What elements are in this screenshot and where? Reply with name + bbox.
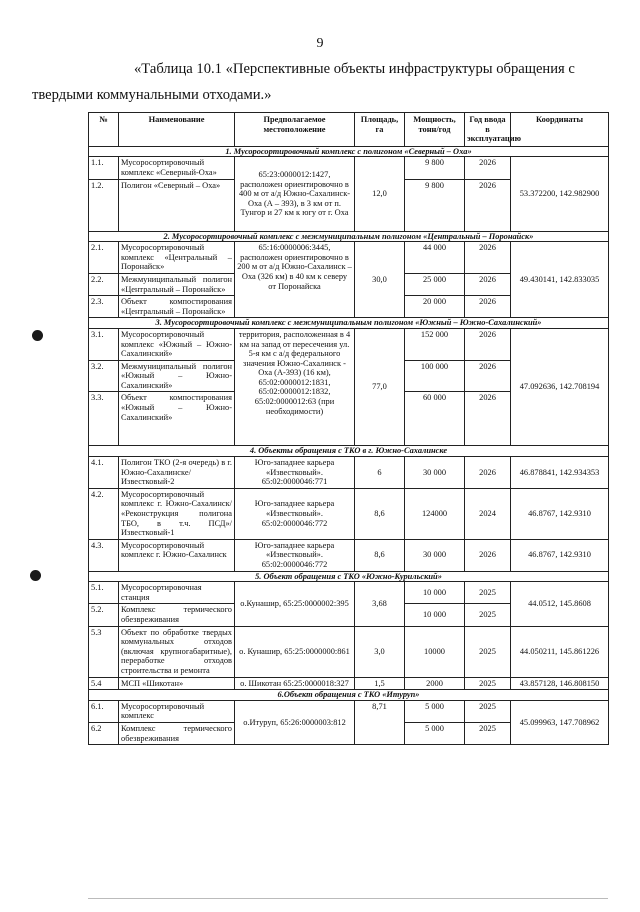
row-num: 3.3. [89,392,119,446]
header-capacity: Мощность, тонн/год [405,113,465,147]
row-area: 6 [355,457,405,489]
row-year: 2025 [465,700,511,722]
table-caption [32,56,616,108]
row-name: Мусоросортировочный комплекс «Северный-Оха» [119,157,235,179]
row-num: 6.2 [89,722,119,744]
row-capacity: 10 000 [405,604,465,626]
row-location: о.Итуруп, 65:26:0000003:812 [235,700,355,744]
row-coords: 43.857128, 146.808150 [511,677,609,690]
row-name: Комплекс термического обезвреживания [119,722,235,744]
row-location: о. Шикотан 65:25:0000018:327 [235,677,355,690]
row-area: 8,6 [355,539,405,571]
row-capacity: 9 800 [405,179,465,231]
row-location: Юго-западнее карьера «Известковый». 65:02:0000046:772 [235,539,355,571]
table-row [89,488,609,539]
row-year: 2026 [465,392,511,446]
row-year: 2026 [465,539,511,571]
table-row [89,677,609,690]
row-name: Мусоросортировочный комплекс [119,700,235,722]
row-coords: 45.099963, 147.708962 [511,700,609,744]
table-row [89,582,609,604]
row-area: 3,68 [355,582,405,626]
row-num: 4.3. [89,539,119,571]
section-row [89,231,609,242]
row-name: Объект компостирования «Южный – Южно-Сахалинский» [119,392,235,446]
row-area: 8,6 [355,488,405,539]
row-year: 2026 [465,360,511,392]
row-area: 12,0 [355,157,405,231]
row-name: МСП «Шикотан» [119,677,235,690]
row-capacity: 30 000 [405,539,465,571]
row-capacity: 10000 [405,626,465,677]
row-capacity: 20 000 [405,296,465,318]
row-year: 2026 [465,296,511,318]
table-row [89,457,609,489]
row-name: Мусоросортировочная станция [119,582,235,604]
row-year: 2026 [465,242,511,274]
row-num: 5.2. [89,604,119,626]
row-name: Мусоросортировочный комплекс г. Южно-Сахалинск/ «Реконструкция полигона ТБО, в т.ч. ПСД»/Известковый-1 [119,488,235,539]
row-year: 2025 [465,722,511,744]
table-row [89,700,609,722]
row-location: 65:16:0000006:3445, расположен ориентировочно в 200 м от а/д Южно-Сахалинск – Оха (326 км) в 40 км к северу от Поронайска [235,242,355,318]
row-location: Юго-западнее карьера «Известковый». 65:02:0000046:771 [235,457,355,489]
section-row [89,571,609,582]
row-year: 2026 [465,179,511,231]
table-row [89,157,609,179]
row-name: Межмуниципальный полигон «Центральный – Поронайск» [119,273,235,295]
header-area: Площадь, га [355,113,405,147]
row-num: 2.2. [89,273,119,295]
row-year: 2026 [465,328,511,360]
section-title: 6.Объект обращения с ТКО «Итуруп» [89,690,609,701]
page-number: 9 [316,36,324,51]
section-title: 3. Мусоросортировочный комплекс с межмуниципальным полигоном «Южный – Южно-Сахалинский» [89,318,609,329]
table-row [89,242,609,274]
row-location: о.Кунашир, 65:25:0000002:395 [235,582,355,626]
section-title: 2. Мусоросортировочный комплекс с межмуниципальным полигоном «Центральный – Поронайск» [89,231,609,242]
header-name: Наименование [119,113,235,147]
row-num: 2.3. [89,296,119,318]
row-name: Комплекс термического обезвреживания [119,604,235,626]
row-year: 2025 [465,626,511,677]
header-year: Год ввода в эксплуатацию [465,113,511,147]
row-coords: 44.050211, 145.861226 [511,626,609,677]
row-location: территория, расположенная в 4 км на запад от пересечения ул. 5-я км с а/д федерального значения Южно-Сахалинск - Оха (А-393) (16 км), 65:02:0000012:1831, 65:02:0000012:1832, 65:02:0000012:63 (при необходимости) [235,328,355,446]
row-coords: 46.8767, 142.9310 [511,488,609,539]
row-capacity: 5 000 [405,722,465,744]
row-num: 5.3 [89,626,119,677]
row-num: 4.1. [89,457,119,489]
row-capacity: 10 000 [405,582,465,604]
row-capacity: 25 000 [405,273,465,295]
row-location: 65:23:0000012:1427, расположен ориентировочно в 400 м от а/д Южно-Сахалинск-Оха (А – 393), в 3 км от п. Тунгор и 27 км к югу от г. Оха [235,157,355,231]
row-area: 8,71 [355,700,405,744]
binder-hole-mark [30,570,41,581]
row-num: 6.1. [89,700,119,722]
row-num: 5.1. [89,582,119,604]
binder-hole-mark [32,330,43,341]
row-num: 1.1. [89,157,119,179]
table-row [89,626,609,677]
section-title: 4. Объекты обращения с ТКО в г. Южно-Сахалинске [89,446,609,457]
row-capacity: 5 000 [405,700,465,722]
row-num: 2.1. [89,242,119,274]
row-name: Объект по обработке твердых коммунальных отходов (включая крупногабаритные), переработке отходов строительства и ремонта [119,626,235,677]
header-location: Предполагаемое местоположение [235,113,355,147]
row-capacity: 100 000 [405,360,465,392]
row-year: 2025 [465,604,511,626]
row-location: Юго-западнее карьера «Известковый». 65:02:0000046:772 [235,488,355,539]
section-row [89,690,609,701]
row-capacity: 124000 [405,488,465,539]
section-row [89,318,609,329]
row-name: Полигон «Северный – Оха» [119,179,235,231]
row-area: 77,0 [355,328,405,446]
row-capacity: 30 000 [405,457,465,489]
row-capacity: 60 000 [405,392,465,446]
section-title: 5. Объект обращения с ТКО «Южно-Курильский» [89,571,609,582]
row-name: Мусоросортировочный комплекс г. Южно-Сахалинск [119,539,235,571]
infrastructure-table [88,112,609,745]
section-title: 1. Мусоросортировочный комплекс с полигоном «Северный – Оха» [89,146,609,157]
row-num: 3.2. [89,360,119,392]
row-capacity: 9 800 [405,157,465,179]
header-coords: Координаты [511,113,609,147]
section-row [89,446,609,457]
row-name: Мусоросортировочный комплекс «Центральный – Поронайск» [119,242,235,274]
table-header-row [89,113,609,147]
row-year: 2026 [465,457,511,489]
row-coords: 46.878841, 142.934353 [511,457,609,489]
row-name: Полигон ТКО (2-я очередь) в г. Южно-Сахалинске/Известковый-2 [119,457,235,489]
row-num: 4.2. [89,488,119,539]
section-row [89,146,609,157]
row-capacity: 152 000 [405,328,465,360]
row-year: 2026 [465,157,511,179]
row-name: Мусоросортировочный комплекс «Южный – Южно-Сахалинский» [119,328,235,360]
row-num: 5.4 [89,677,119,690]
row-coords: 46.8767, 142.9310 [511,539,609,571]
header-num: № [89,113,119,147]
row-coords: 49.430141, 142.833035 [511,242,609,318]
row-coords: 47.092636, 142.708194 [511,328,609,446]
row-year: 2025 [465,582,511,604]
row-area: 30,0 [355,242,405,318]
footer-divider [88,898,608,899]
row-year: 2026 [465,273,511,295]
row-capacity: 44 000 [405,242,465,274]
caption-line-1: «Таблица 10.1 «Перспективные объекты инфраструктуры обращения с [134,61,575,77]
row-area: 1,5 [355,677,405,690]
table-row [89,539,609,571]
row-location: о. Кунашир, 65:25:0000000:861 [235,626,355,677]
row-year: 2024 [465,488,511,539]
row-area: 3,0 [355,626,405,677]
row-coords: 44.0512, 145.8608 [511,582,609,626]
row-num: 1.2. [89,179,119,231]
row-capacity: 2000 [405,677,465,690]
row-year: 2025 [465,677,511,690]
row-name: Объект компостирования «Центральный – Поронайск» [119,296,235,318]
row-coords: 53.372200, 142.982900 [511,157,609,231]
caption-line-2: твердыми коммунальными отходами.» [32,87,272,103]
table-row [89,328,609,360]
row-name: Межмуниципальный полигон «Южный – Южно-Сахалинский» [119,360,235,392]
row-num: 3.1. [89,328,119,360]
